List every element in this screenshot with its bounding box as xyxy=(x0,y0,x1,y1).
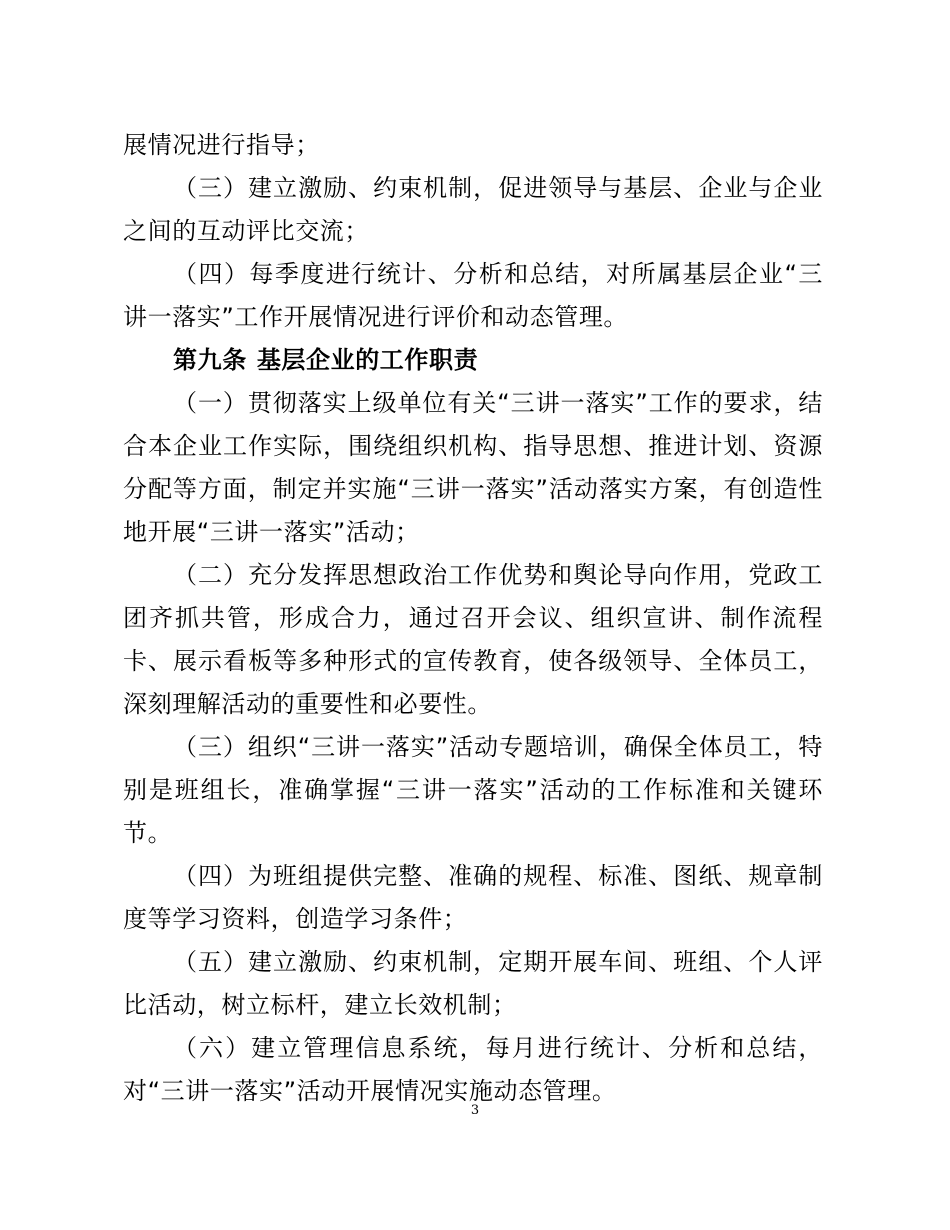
list-item: （六）建立管理信息系统，每月进行统计、分析和总结，对“三讲一落实”活动开展情况实施动态管理。 xyxy=(123,1034,823,1105)
article-label: 第九条 xyxy=(173,346,247,374)
list-item: （五）建立激励、约束机制，定期开展车间、班组、个人评比活动，树立标杆，建立长效机制； xyxy=(123,948,823,1019)
list-item: （二）充分发挥思想政治工作优势和舆论导向作用，党政工团齐抓共管，形成合力，通过召开会议、组织宣讲、制作流程卡、展示看板等多种形式的宣传教育，使各级领导、全体员工，深刻理解活动的重要性和必要性。 xyxy=(123,561,823,718)
paragraph-item-3: （三）建立激励、约束机制，促进领导与基层、企业与企业之间的互动评比交流； xyxy=(123,174,823,245)
list-item: （三）组织“三讲一落实”活动专题培训，确保全体员工，特别是班组长，准确掌握“三讲一落实”活动的工作标准和关键环节。 xyxy=(123,733,823,847)
page-number: 3 xyxy=(470,1103,480,1118)
list-item: （四）为班组提供完整、准确的规程、标准、图纸、规章制度等学习资料，创造学习条件； xyxy=(123,862,823,933)
paragraph-item-4: （四）每季度进行统计、分析和总结，对所属基层企业“三讲一落实”工作开展情况进行评价和动态管理。 xyxy=(123,260,823,331)
document-body xyxy=(123,124,823,1113)
section-title: 基层企业的工作职责 xyxy=(256,346,479,374)
section-heading xyxy=(123,339,823,382)
paragraph-continuation: 展情况进行指导； xyxy=(123,131,320,159)
list-item: （一）贯彻落实上级单位有关“三讲一落实”工作的要求，结合本企业工作实际，围绕组织机构、指导思想、推进计划、资源分配等方面，制定并实施“三讲一落实”活动落实方案，有创造性地开展“三讲一落实”活动； xyxy=(123,389,823,546)
